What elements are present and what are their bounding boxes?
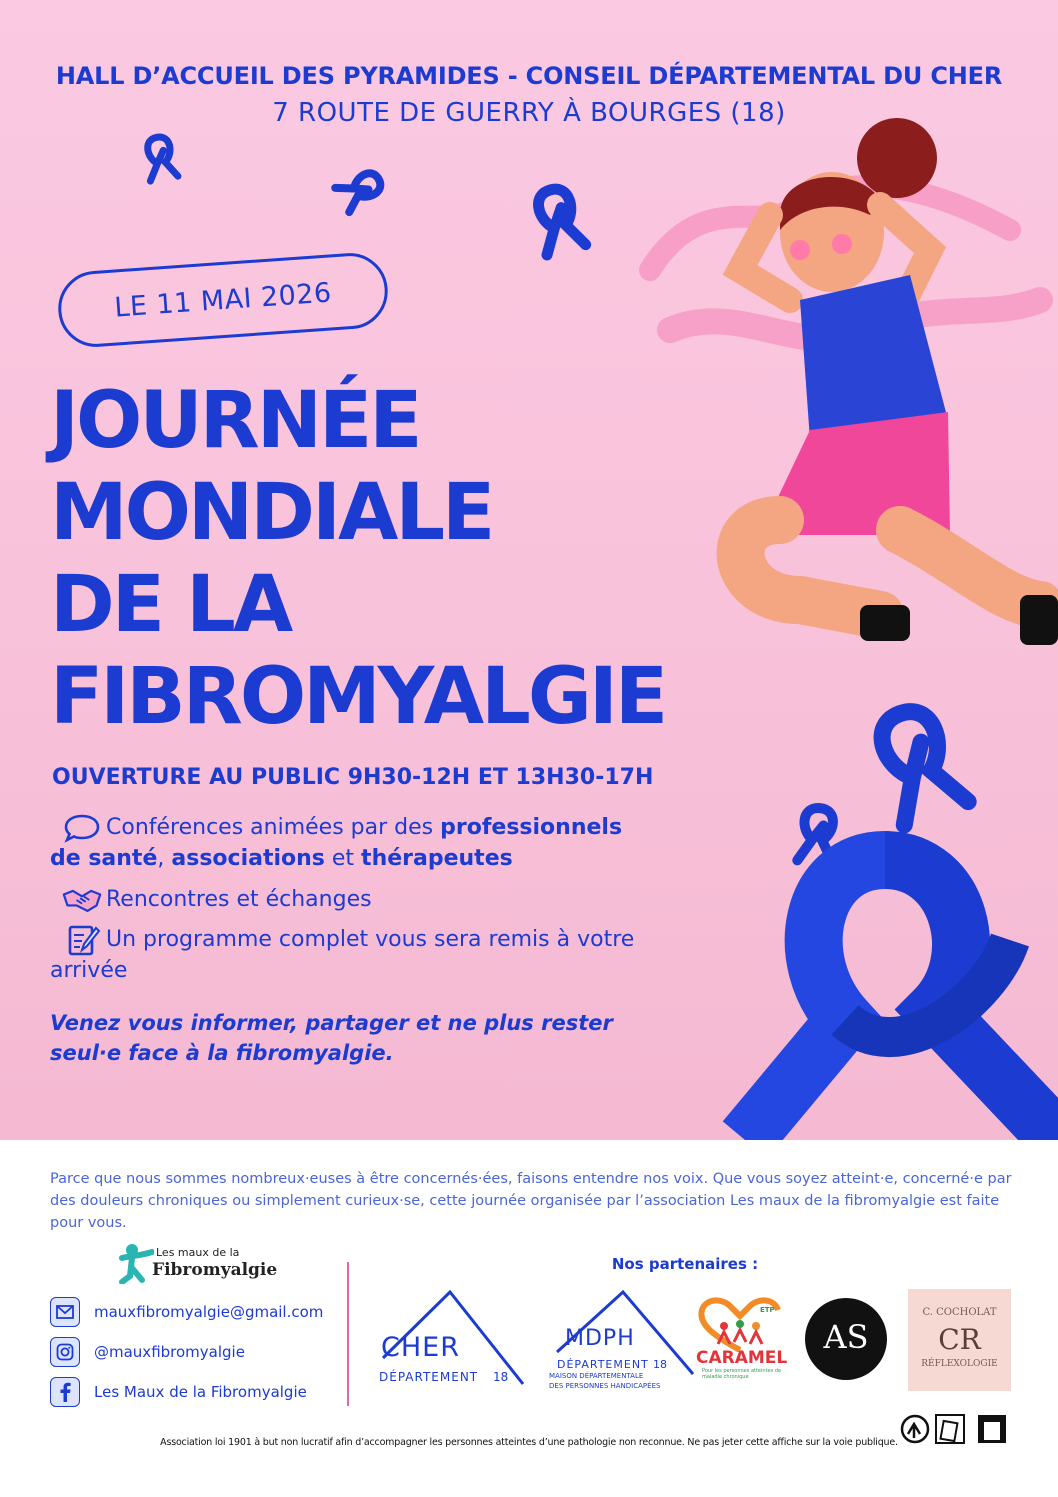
event-date-badge [56, 251, 390, 350]
conf-prefix: Conférences animées par des [106, 815, 441, 840]
contact-email[interactable] [50, 1293, 350, 1331]
features-list [50, 812, 700, 994]
feature-meetings [50, 884, 700, 916]
mdph-sub-2: DES PERSONNES HANDICAPÉES [549, 1382, 661, 1390]
speech-bubble-icon [62, 812, 102, 844]
conf-sep-1: , [157, 846, 172, 871]
instagram-link[interactable]: @mauxfibromyalgie [94, 1343, 245, 1361]
title-line-1: JOURNÉE [50, 376, 420, 466]
caramel-heart-icon [694, 1296, 786, 1352]
envelope-icon [50, 1297, 80, 1327]
event-title [50, 375, 710, 743]
large-ribbon-icon [745, 860, 1058, 1140]
partner-logo-mdph [545, 1288, 695, 1398]
partners-title: Nos partenaires : [611, 1255, 759, 1273]
feature-program [50, 924, 700, 986]
as-logo-text: AS [823, 1318, 869, 1356]
mdph-dept: DÉPARTEMENT [557, 1358, 649, 1371]
meetings-text: Rencontres et échanges [106, 887, 372, 912]
tagline: Venez vous informer, partager et ne plus rester seul·e face à la fibromyalgie. [50, 1011, 613, 1065]
association-logo [118, 1242, 278, 1288]
ribbon-icon [868, 702, 968, 825]
contact-facebook[interactable] [50, 1373, 350, 1411]
program-text: Un programme complet vous sera remis à votre arrivée [50, 927, 635, 983]
ribbon-icon [797, 807, 838, 864]
caramel-subtitle: Pour les personnes atteintes de maladie chronique [702, 1368, 782, 1380]
cr-top-text: C. COCHOLAT [922, 1307, 997, 1318]
title-line-2: MONDIALE [50, 468, 493, 558]
footer-note: Association loi 1901 à but non lucratif afin d’accompagner les personnes atteintes d’une pathologie non reconnue. Ne pas jeter cette affiche sur la voie publique. [160, 1437, 898, 1448]
section-divider [347, 1262, 349, 1406]
title-line-4: FIBROMYALGIE [50, 652, 666, 742]
facebook-icon [50, 1377, 80, 1407]
partner-logo-as [805, 1298, 887, 1380]
partner-logo-cher [375, 1288, 525, 1388]
contact-instagram[interactable] [50, 1333, 350, 1371]
feature-conferences [50, 812, 700, 874]
woman-illustration [650, 118, 1058, 645]
partner-logo-cr [908, 1289, 1011, 1391]
facebook-link[interactable]: Les Maux de la Fibromyalgie [94, 1383, 307, 1401]
contacts [50, 1293, 350, 1413]
ribbon-icon [143, 135, 178, 181]
intro-paragraph: Parce que nous sommes nombreux·euses à être concernés·ées, faisons entendre nos voix. Que vous soyez atteint·e, concerné·e par des douleurs chroniques ou simplement curieux·se, cette journée organisée par l’association Les maux de la fibromyalgie est faite pour vous. [50, 1171, 1012, 1231]
partner-logo-caramel [694, 1296, 786, 1382]
conf-therapists: thérapeutes [361, 846, 513, 871]
conf-associations: associations [171, 846, 325, 871]
cr-bottom-text: RÉFLEXOLOGIE [921, 1359, 998, 1369]
title-line-3: DE LA [50, 560, 291, 650]
cr-logo-text: CR [938, 1323, 981, 1356]
event-date: LE 11 MAI 2026 [113, 276, 333, 324]
venue-name: HALL D’ACCUEIL DES PYRAMIDES - CONSEIL DÉPARTEMENTAL DU CHER [55, 62, 1003, 90]
association-logo-small: Les maux de la [156, 1246, 240, 1259]
ribbon-icon [531, 185, 586, 255]
association-logo-name: Fibromyalgie [152, 1260, 278, 1280]
handshake-icon [62, 884, 102, 916]
opening-hours: OUVERTURE AU PUBLIC 9H30-12H ET 13H30-17H [52, 765, 654, 790]
conf-sep-2: et [324, 846, 362, 871]
cher-num: 18 [493, 1370, 509, 1384]
ribbon-person-icon [118, 1242, 154, 1284]
mdph-sub-1: MAISON DÉPARTEMENTALE [549, 1372, 644, 1380]
email-link[interactable]: mauxfibromyalgie@gmail.com [94, 1303, 324, 1321]
conf-professionals: professionnels [440, 815, 623, 840]
cher-logo-text: CHER [381, 1332, 460, 1363]
mdph-logo-text: MDPH [565, 1326, 635, 1351]
caramel-name: CARAMEL [696, 1348, 788, 1368]
caramel-badge: ETP [760, 1306, 775, 1314]
ribbon-icon [335, 167, 385, 212]
notepad-pen-icon [62, 924, 102, 956]
venue-address: 7 ROUTE DE GUERRY À BOURGES (18) [272, 98, 786, 128]
mdph-num: 18 [653, 1358, 667, 1371]
cher-dept: DÉPARTEMENT [379, 1370, 479, 1384]
conf-health: de santé [50, 846, 158, 871]
instagram-icon [50, 1337, 80, 1367]
